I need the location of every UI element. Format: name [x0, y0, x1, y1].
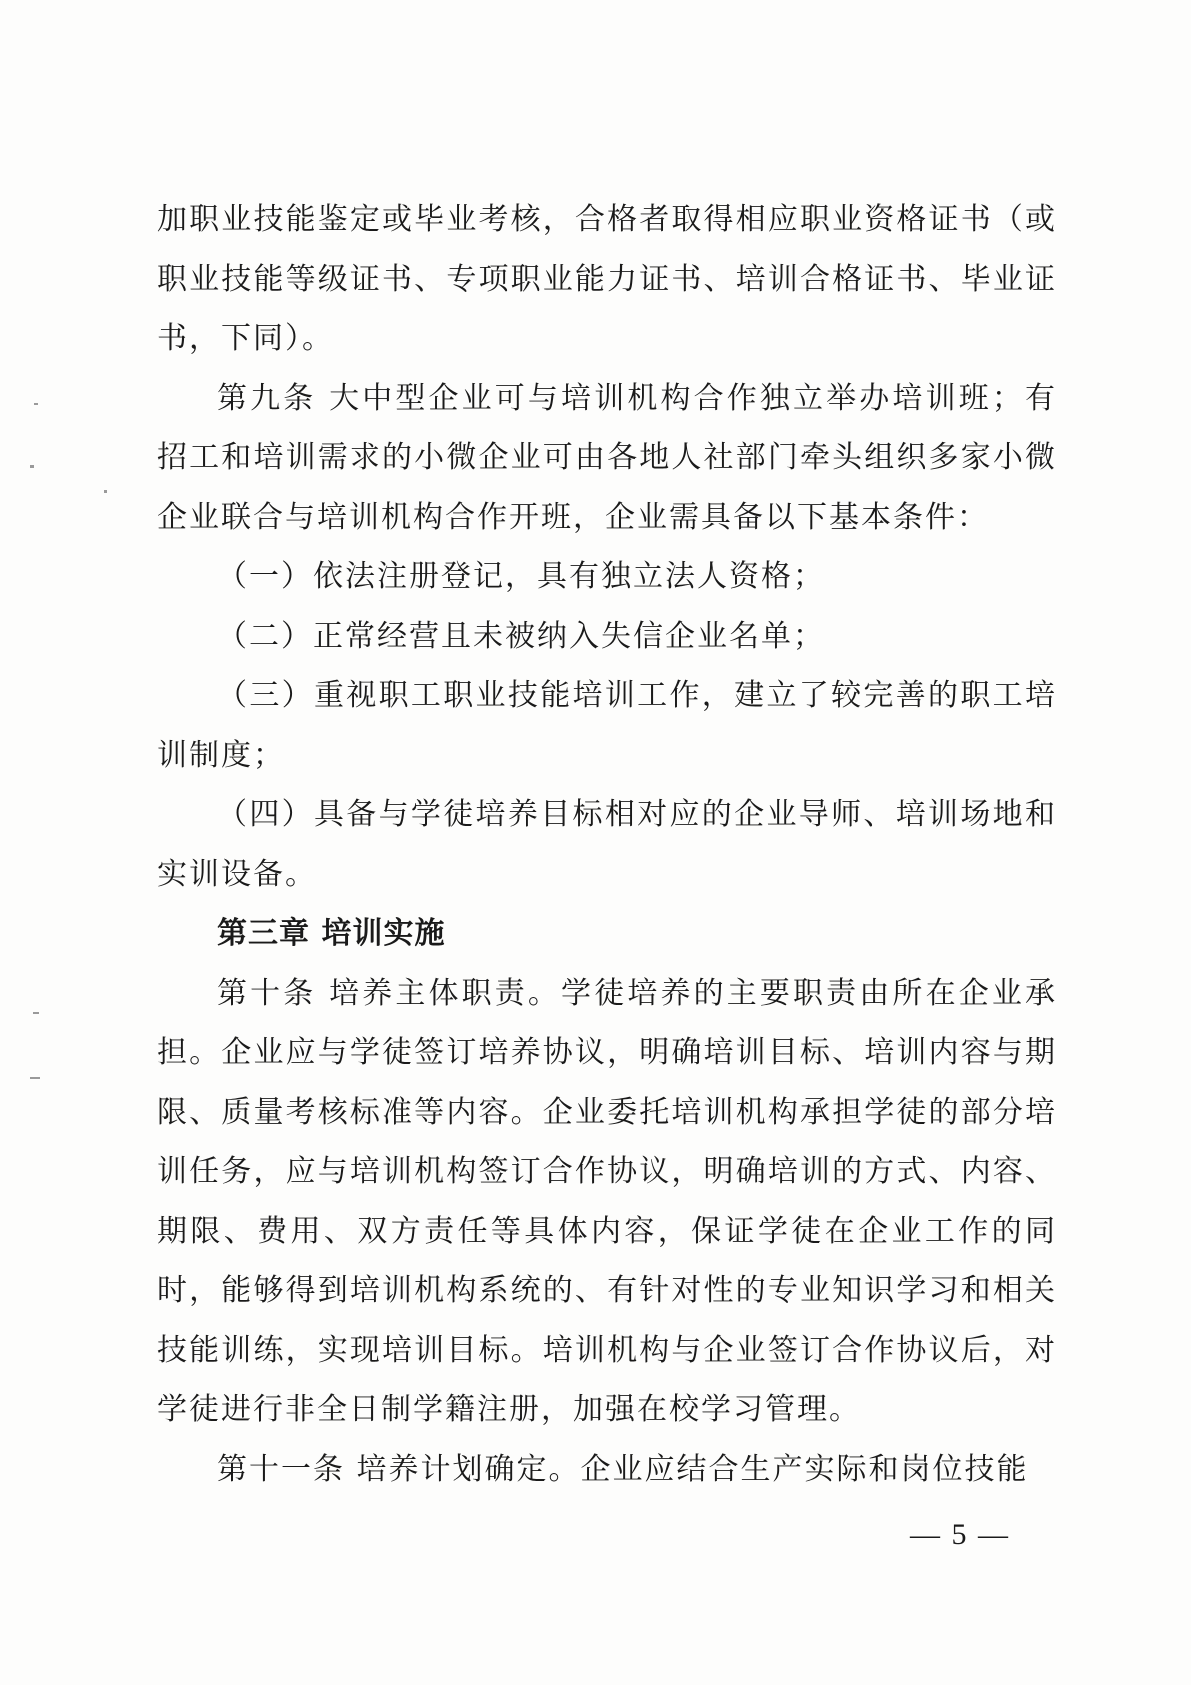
scan-speck: [104, 490, 107, 493]
paragraph-condition-3: （三）重视职工职业技能培训工作，建立了较完善的职工培训制度；: [157, 678, 1057, 773]
paragraph-continuation: 加职业技能鉴定或毕业考核，合格者取得相应职业资格证书（或职业技能等级证书、专项职业能力证书、培训合格证书、毕业证书，下同）。: [157, 202, 1057, 356]
page-number: — 5 —: [910, 1518, 1010, 1551]
paragraph-condition-1: （一）依法注册登记，具有独立法人资格；: [217, 559, 825, 594]
paragraph-article-10: 第十条 培养主体职责。学徒培养的主要职责由所在企业承担。企业应与学徒签订培养协议，明确培训目标、培训内容与期限、质量考核标准等内容。企业委托培训机构承担学徒的部分培训任务，应与培训机构签订合作协议，明确培训的方式、内容、期限、费用、双方责任等具体内容，保证学徒在企业工作的同时，能够得到培训机构系统的、有针对性的专业知识学习和相关技能训练，实现培训目标。培训机构与企业签订合作协议后，对学徒进行非全日制学籍注册，加强在校学习管理。: [157, 975, 1057, 1427]
scan-speck: [30, 1077, 40, 1079]
scan-speck: [30, 465, 34, 468]
paragraph-condition-2: （二）正常经营且未被纳入失信企业名单；: [217, 618, 825, 654]
paragraph-article-9: 第九条 大中型企业可与培训机构合作独立举办培训班；有招工和培训需求的小微企业可由各地人社部门牵头组织多家小微企业联合与培训机构合作开班，企业需具备以下基本条件：: [157, 380, 1057, 535]
scan-speck: [33, 1012, 39, 1014]
paragraph-condition-4: （四）具备与学徒培养目标相对应的企业导师、培训场地和实训设备。: [157, 797, 1057, 892]
document-body: [157, 190, 1057, 1499]
paragraph-article-11: 第十一条 培养计划确定。企业应结合生产实际和岗位技能: [217, 1451, 1029, 1487]
chapter-heading: 第三章 培训实施: [217, 916, 446, 951]
scan-speck: [34, 403, 38, 405]
